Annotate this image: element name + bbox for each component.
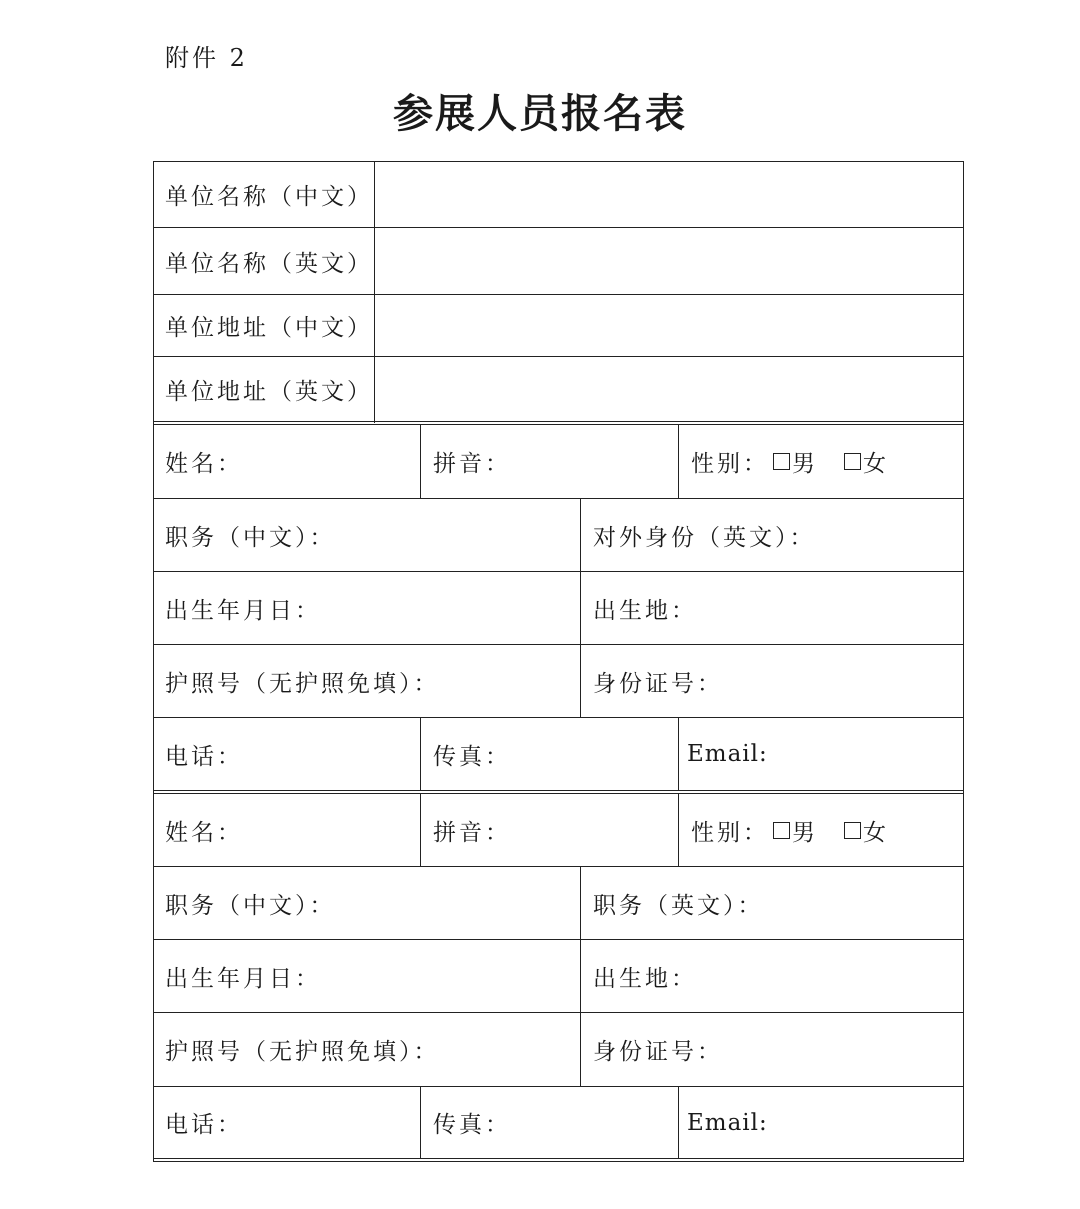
- section-divider: [153, 421, 964, 422]
- gender-field: [679, 794, 963, 866]
- male-checkbox[interactable]: [773, 453, 790, 470]
- male-checkbox[interactable]: [773, 822, 790, 839]
- section-divider: [153, 790, 964, 791]
- female-checkbox[interactable]: [844, 822, 861, 839]
- gender-field: [679, 425, 963, 498]
- female-label: 女: [863, 819, 889, 846]
- org-name-cn-label: 单位名称（中文）: [165, 184, 373, 210]
- phone-field[interactable]: 电话：: [165, 743, 243, 770]
- gender-label: 性别：: [691, 451, 769, 477]
- email-field[interactable]: Email:: [687, 741, 768, 767]
- male-label: 男: [792, 819, 818, 846]
- org-name-en-field[interactable]: [375, 228, 963, 294]
- id-number-field[interactable]: 身份证号：: [593, 1039, 723, 1065]
- birthdate-field[interactable]: 出生年月日：: [165, 597, 321, 624]
- org-addr-cn-field[interactable]: [375, 295, 963, 356]
- male-label: 男: [792, 451, 818, 477]
- female-checkbox[interactable]: [844, 453, 861, 470]
- form-title: 参展人员报名表: [393, 90, 687, 137]
- pinyin-field[interactable]: 拼音：: [433, 819, 511, 846]
- org-addr-en-label: 单位地址（英文）: [165, 378, 373, 405]
- fax-field[interactable]: 传真：: [433, 743, 511, 770]
- table-border-right: [963, 161, 964, 1161]
- id-number-field[interactable]: 身份证号：: [593, 670, 723, 697]
- table-border-bottom: [153, 1158, 964, 1159]
- birthplace-field[interactable]: 出生地：: [593, 965, 697, 992]
- title-cn-field[interactable]: 职务（中文）：: [165, 524, 336, 551]
- table-border-bottom: [153, 1161, 964, 1162]
- fax-field[interactable]: 传真：: [433, 1112, 511, 1138]
- female-label: 女: [863, 451, 889, 477]
- pinyin-field[interactable]: 拼音：: [433, 451, 511, 477]
- org-addr-cn-label: 单位地址（中文）: [165, 315, 373, 341]
- name-field[interactable]: 姓名：: [165, 451, 243, 477]
- gender-label: 性别：: [691, 819, 769, 846]
- phone-field[interactable]: 电话：: [165, 1112, 243, 1138]
- birthplace-field[interactable]: 出生地：: [593, 597, 697, 624]
- title-en-field[interactable]: 对外身份（英文）：: [593, 524, 816, 551]
- birthdate-field[interactable]: 出生年月日：: [165, 965, 321, 992]
- title-cn-field[interactable]: 职务（中文）：: [165, 892, 336, 919]
- passport-field[interactable]: 护照号（无护照免填）：: [165, 670, 440, 697]
- org-addr-en-field[interactable]: [375, 357, 963, 421]
- email-field[interactable]: Email:: [687, 1109, 768, 1136]
- title-en-field[interactable]: 职务（英文）：: [593, 892, 764, 919]
- attachment-label: 附件 2: [165, 44, 248, 72]
- passport-field[interactable]: 护照号（无护照免填）：: [165, 1039, 440, 1065]
- org-name-cn-field[interactable]: [375, 162, 963, 227]
- name-field[interactable]: 姓名：: [165, 819, 243, 846]
- org-name-en-label: 单位名称（英文）: [165, 250, 373, 277]
